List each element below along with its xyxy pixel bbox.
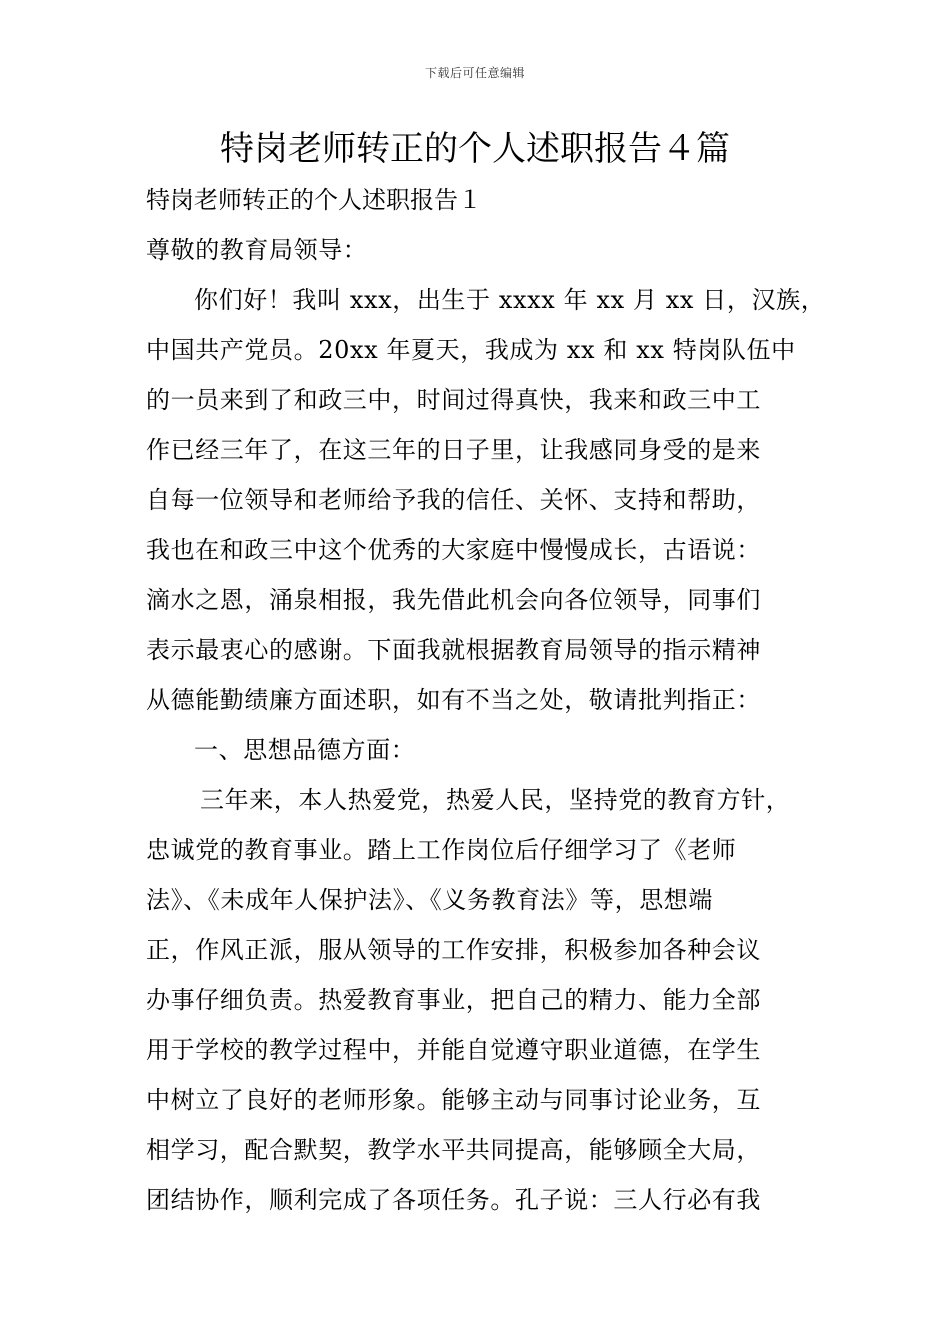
document-subtitle: 特岗老师转正的个人述职报告１ [146,186,482,214]
paragraph-line: 相学习，配合默契，教学水平共同提高，能够顾全大局， [146,1136,761,1164]
header-note: 下载后可任意编辑 [424,66,525,80]
paragraph-line: 自每一位领导和老师给予我的信任、关怀、支持和帮助， [146,486,761,514]
section-heading: 一、思想品德方面： [194,736,416,764]
paragraph-line: 中树立了良好的老师形象。能够主动与同事讨论业务，互 [146,1086,761,1114]
salutation-line: 尊敬的教育局领导： [146,236,368,264]
paragraph-line: 三年来，本人热爱党，热爱人民，坚持党的教育方针， [200,786,791,814]
paragraph-line: 作已经三年了，在这三年的日子里，让我感同身受的是来 [146,436,761,464]
paragraph-line: 用于学校的教学过程中，并能自觉遵守职业道德，在学生 [146,1036,761,1064]
paragraph-line: 法》、《未成年人保护法》、《义务教育法》等，思想端 [146,886,713,914]
paragraph-line: 团结协作，顺利完成了各项任务。孔子说：三人行必有我 [146,1186,761,1214]
document-title: 特岗老师转正的个人述职报告４篇 [220,129,730,169]
paragraph-line: 从德能勤绩廉方面述职，如有不当之处，敬请批判指正： [146,686,761,714]
paragraph-line: 的一员来到了和政三中，时间过得真快，我来和政三中工 [146,386,761,414]
paragraph-line: 表示最衷心的感谢。下面我就根据教育局领导的指示精神 [146,636,761,664]
paragraph-line: 正，作风正派，服从领导的工作安排，积极参加各种会议 [146,936,761,964]
paragraph-line: 办事仔细负责。热爱教育事业，把自己的精力、能力全部 [146,986,761,1014]
paragraph-line: 滴水之恩，涌泉相报，我先借此机会向各位领导，同事们 [146,586,761,614]
paragraph-line: 我也在和政三中这个优秀的大家庭中慢慢成长，古语说： [146,536,761,564]
document-body [146,225,836,1225]
paragraph-line: 你们好！我叫 xxx，出生于 xxxx 年 xx 月 xx 日，汉族， [194,286,826,314]
paragraph-line: 中国共产党员。20xx 年夏天，我成为 xx 和 xx 特岗队伍中 [146,336,796,364]
paragraph-line: 忠诚党的教育事业。踏上工作岗位后仔细学习了《老师 [146,836,737,864]
